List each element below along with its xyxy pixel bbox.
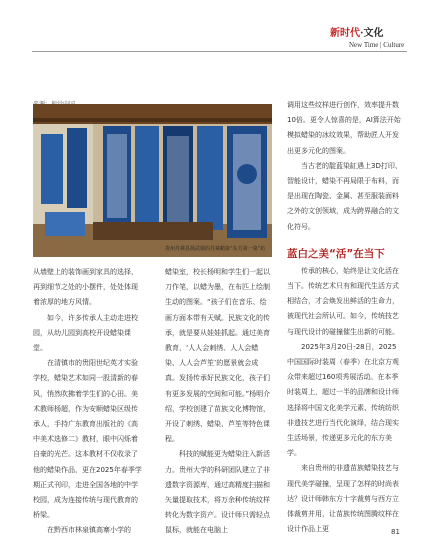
article-column-1	[33, 265, 143, 539]
section-heading: 蓝白之美“活”在当下	[287, 247, 385, 260]
paragraph: 传承的核心，始终是让文化活在当下。传统艺术只有和现代生活方式相结合，才会焕发出鲜活的生命力，被现代社会所认可。如今，传统技艺与现代设计的碰撞催生出新的可能。	[287, 266, 399, 336]
section-name: 文化	[363, 28, 384, 39]
paragraph: 如今，许多传承人主动走进校园，从幼儿园到高校开设蜡染课堂。	[33, 313, 138, 353]
paragraph: 从墙壁上的装饰画到家具的选择，再到细节之处的小摆件，处处体现着浓厚的地方风情。	[33, 268, 138, 307]
header-subtitle: New Time | Culture	[349, 41, 405, 49]
paragraph: 科技的赋能更为蜡染注入新活力。贵州大学的科研团队建立了非遗数字资源库，通过高精度扫描和矢量提取技术，将万余种传统纹样转化为数字资产。设计师只需轻点鼠标，就能在电脑上	[165, 450, 270, 535]
article-column-2	[165, 265, 271, 539]
article-column-3	[287, 98, 403, 537]
magazine-logo	[330, 24, 383, 39]
paragraph: 2025年3月20日-28日，2025中国国际时装周（春季）在北京方观众带来超过160项秀展活动。在本季时装周上，超过一半的品牌和设计师选择将中国文化美学元素、传统纺织非遗技艺进行当代化演绎，结合现实生活场景，传递更多元化的东方美学。	[287, 342, 399, 458]
photo-caption: 贵州丹寨县扬武镇的丹寨蜡染“东方第一染”坊	[165, 246, 266, 252]
paragraph: 蜡染室，校长杨明和学生们一起以刀作笔，以蜡为墨，在布匹上绘制生动的图案。“孩子们在音乐、绘画方面本带有天赋。民族文化的传承，就是要从娃娃抓起。通过美育教育，‘人人会刺绣、人人会蜡染、人人会芦笙’的愿景就会成真。发扬传承好民族文化，孩子们有更多发展的空间和可能。”杨明介绍，学校创建了苗族文化博物馆，开设了刺绣、蜡染、芦笙等特色课程。	[165, 268, 271, 444]
page-number: 81	[391, 528, 400, 536]
logo-dot: ·	[360, 28, 364, 39]
header-rule	[32, 51, 407, 52]
paragraph: 在黔西市林泉镇高寨小学的	[47, 526, 131, 535]
paragraph: 调用这些纹样进行创作，效率提升数10倍。更令人惊喜的是，AI算法开始模拟蜡染的冰纹效果，帮助匠人开发出更多元化的图案。	[287, 101, 401, 155]
logo-text: 新时代	[330, 28, 360, 39]
paragraph: 来自贵州的非遗苗族蜡染技艺与现代美学碰撞，呈现了怎样的时尚表达？设计师韩东方十字裁剪与西方立体裁剪并用，让苗族传统图腾纹样在设计作品上更	[287, 464, 399, 534]
batik-workshop-photo	[33, 104, 272, 257]
paragraph: 当古老的靛蓝染缸遇上3D打印、智能设计，蜡染不再局限于布料，而是出现在陶瓷、金属、甚至服装面料之外的文创领域，成为跨界融合的文化符号。	[287, 161, 402, 231]
paragraph: 在清镇市的贵阳世纪英才实验学校，蜡染艺术如同一股清新的春风，悄然吹拂着学生们的心田。美术教师杨超，作为安顺蜡染区级传承人，手持广东教育出版社的《高中美术选修二》教材，眼中闪烁着自豪的光芒。这本教材不仅收录了他的蜡染作品，更在2025年春季学期正式刊印，走进全国各地的中学校园，成为连接传统与现代教育的桥梁。	[33, 359, 142, 520]
